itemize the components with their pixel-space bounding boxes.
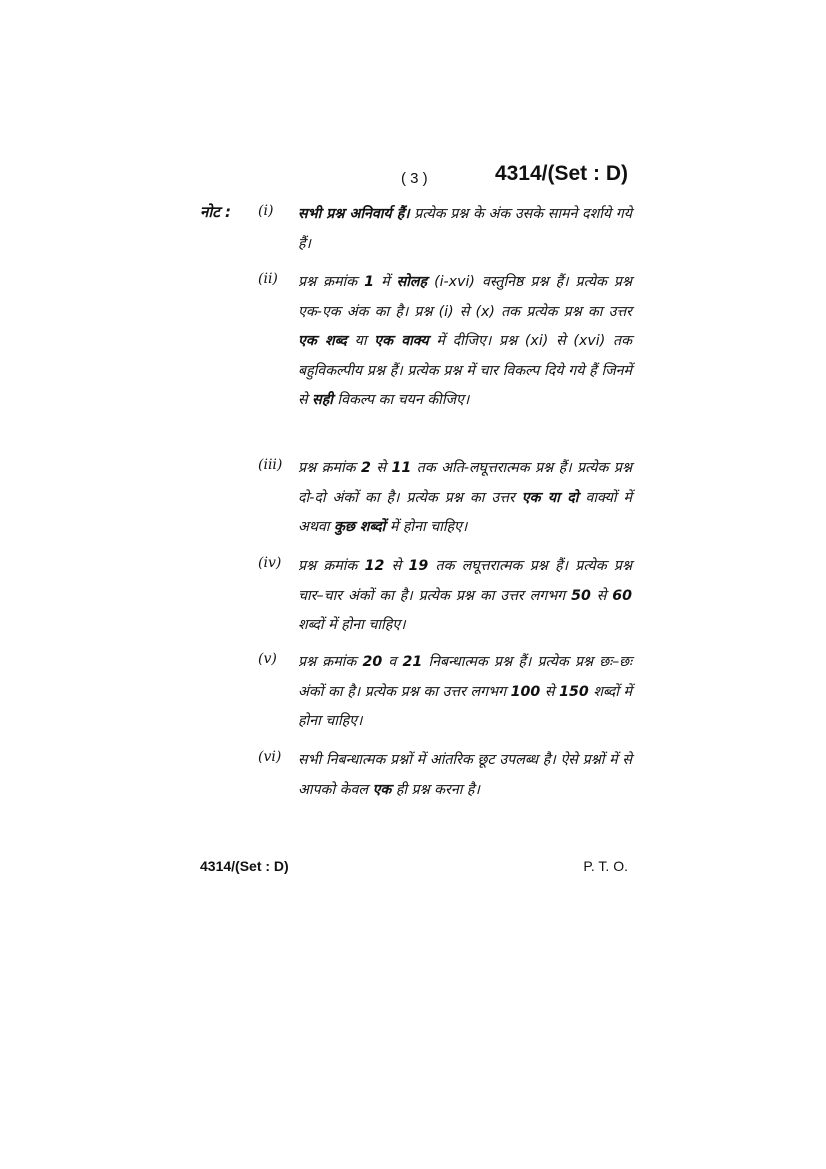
text-segment: विकल्प का चयन कीजिए।	[332, 392, 470, 408]
text-segment: से	[370, 460, 392, 476]
page-footer	[200, 858, 630, 878]
emphasized-text: एक या दो	[521, 489, 579, 506]
text-segment: वाक्यों में अथवा	[298, 489, 633, 535]
emphasized-text: 100	[510, 683, 541, 700]
text-segment: से	[384, 558, 409, 574]
note-item-text	[298, 454, 632, 543]
note-label: नोट :	[200, 203, 231, 221]
text-segment: व	[382, 654, 403, 670]
emphasized-text: 19	[408, 558, 429, 574]
text-segment: शब्दों में होना चाहिए।	[298, 683, 632, 729]
note-item-text	[298, 268, 632, 416]
emphasized-text: 50	[571, 587, 591, 604]
emphasized-text: 21	[402, 654, 423, 670]
text-segment: में दीजिए। प्रश्न (xi) से (xvi) तक बहुविकल्पीय प्रश्न हैं। प्रत्येक प्रश्न में चार विकल्प दिये गये हैं जिनमें से	[298, 333, 632, 408]
emphasized-text: सभी प्रश्न अनिवार्य हैं।	[298, 206, 410, 222]
paper-code-header: 4314/(Set : D)	[494, 162, 628, 185]
note-item-numeral: (iii)	[258, 457, 283, 473]
emphasized-text: एक	[372, 781, 392, 798]
paper-code-footer: 4314/(Set : D)	[200, 858, 289, 874]
emphasized-text: 20	[362, 654, 383, 670]
text-segment: निबन्धात्मक प्रश्न हैं। प्रत्येक प्रश्न छः–छः अंकों का है। प्रत्येक प्रश्न का उत्तर लगभग	[298, 654, 632, 700]
text-segment: प्रश्न क्रमांक	[298, 558, 365, 574]
emphasized-text: 12	[364, 558, 385, 574]
note-item-text	[298, 648, 632, 737]
emphasized-text: एक शब्द	[298, 333, 347, 349]
please-turn-over: P. T. O.	[583, 858, 628, 874]
text-segment: शब्दों में होना चाहिए।	[298, 617, 406, 633]
note-item-text	[298, 200, 632, 259]
text-segment: (i-xvi) वस्तुनिष्ठ प्रश्न हैं। प्रत्येक प्रश्न एक-एक अंक का है। प्रश्न (i) से (x) तक प्रत्येक प्रश्न का उत्तर	[298, 274, 632, 320]
page-header	[0, 162, 826, 192]
text-segment: से	[540, 683, 560, 700]
note-item-numeral: (ii)	[258, 271, 278, 287]
note-item-text	[298, 552, 632, 641]
text-segment: से	[590, 587, 613, 604]
note-item-numeral: (v)	[258, 651, 277, 667]
text-segment: में होना चाहिए।	[385, 519, 468, 535]
emphasized-text: 2	[361, 460, 371, 476]
page-number: ( 3 )	[401, 170, 428, 187]
emphasized-text: 1	[364, 274, 375, 290]
emphasized-text: एक वाक्य	[374, 333, 429, 349]
emphasized-text: सही	[312, 392, 333, 408]
text-segment: में	[374, 274, 397, 290]
text-segment: सभी निबन्धात्मक प्रश्नों में आंतरिक छूट उपलब्ध है। ऐसे प्रश्नों में से आपको केवल	[298, 752, 632, 798]
emphasized-text: 60	[612, 587, 632, 604]
text-segment: तक अति-लघूत्तरात्मक प्रश्न हैं। प्रत्येक प्रश्न दो-दो अंकों का है। प्रत्येक प्रश्न का उत्तर	[298, 460, 632, 506]
emphasized-text: सोलह	[396, 274, 428, 290]
emphasized-text: कुछ शब्दों	[333, 519, 386, 535]
text-segment: तक लघूत्तरात्मक प्रश्न हैं। प्रत्येक प्रश्न चार–चार अंकों का है। प्रत्येक प्रश्न का उत्तर लगभग	[298, 558, 632, 604]
text-segment: प्रश्न क्रमांक	[298, 460, 362, 476]
text-segment: ही प्रश्न करना है।	[391, 781, 480, 798]
note-item-numeral: (i)	[258, 203, 274, 219]
emphasized-text: 150	[559, 683, 589, 700]
text-segment: प्रश्न क्रमांक	[298, 274, 365, 290]
text-segment: प्रत्येक प्रश्न के अंक उसके सामने दर्शाये गये हैं।	[298, 206, 632, 252]
text-segment: प्रश्न क्रमांक	[298, 654, 363, 670]
text-segment: या	[346, 333, 375, 349]
note-item-numeral: (vi)	[258, 749, 282, 765]
note-item-numeral: (iv)	[258, 555, 282, 571]
emphasized-text: 11	[391, 460, 412, 476]
note-item-text	[298, 746, 632, 805]
